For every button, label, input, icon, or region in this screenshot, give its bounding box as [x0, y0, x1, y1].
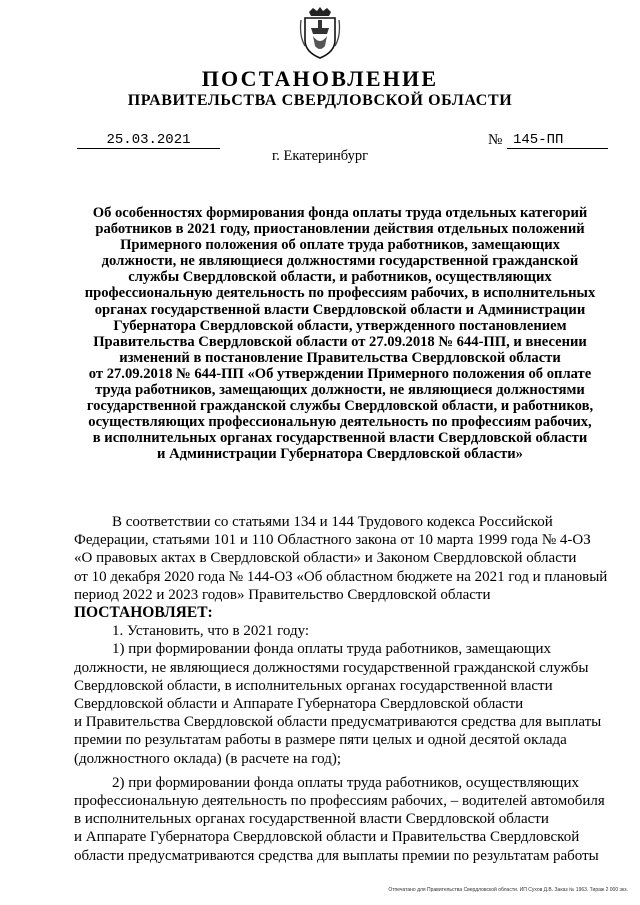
city: г. Екатеринбург — [271, 148, 369, 164]
body-line: (должностного оклада) (в расчете на год); — [74, 750, 341, 767]
body-line: Федерации, статьями 101 и 110 Областного закона от 10 марта 1999 года № 4-ОЗ — [74, 532, 591, 549]
body-line: период 2022 и 2023 годов» Правительство Свердловской области — [74, 586, 491, 603]
heading-line: должности, не являющиеся должностями государственной гражданской — [101, 253, 579, 270]
body-line: в исполнительных органах государственной власти Свердловской области — [74, 811, 549, 828]
heading-line: Об особенностях формирования фонда оплаты труда отдельных категорий — [92, 205, 588, 221]
body-line: от 10 декабря 2020 года № 144-ОЗ «Об областном бюджете на 2021 год и плановый — [74, 568, 608, 585]
decree-word: ПОСТАНОВЛЯЕТ: — [74, 604, 213, 622]
print-footer: Отпечатано для Правительства Свердловской области. ИП Сухов Д.В. Заказ № 1963. Тираж 2 000 экз. — [388, 887, 628, 893]
body-line: 2) при формировании фонда оплаты труда работников, осуществляющих — [112, 774, 580, 791]
body-line: профессиональную деятельность по профессиям рабочих, – водителей автомобиля — [74, 793, 605, 810]
body-line: и Аппарате Губернатора Свердловской области и Правительства Свердловской — [74, 829, 580, 846]
heading-line: профессиональную деятельность по профессиям рабочих, в исполнительных — [84, 285, 596, 302]
decree-heading — [60, 205, 620, 463]
body-line: Свердловской области, в исполнительных органах государственной власти — [74, 677, 553, 694]
heading-line: Правительства Свердловской области от 27.09.2018 № 644-ПП, и внесении — [93, 333, 587, 350]
body-line: и Правительства Свердловской области предусматриваются средства для выплаты — [74, 714, 602, 731]
heading-line: службы Свердловской области, и работников, осуществляющих — [128, 269, 552, 286]
document-subtitle: ПРАВИТЕЛЬСТВА СВЕРДЛОВСКОЙ ОБЛАСТИ — [127, 92, 513, 109]
item-1: 1. Установить, что в 2021 году: — [112, 623, 310, 640]
heading-line: и Администрации Губернатора Свердловской области» — [157, 446, 523, 463]
coat-of-arms-emblem — [299, 6, 341, 60]
document-title: ПОСТАНОВЛЕНИЕ — [201, 66, 439, 91]
decree-date: 25.03.2021 — [77, 132, 220, 149]
body-line: В соответствии со статьями 134 и 144 Трудового кодекса Российской — [112, 514, 553, 530]
heading-line: Губернатора Свердловской области, утвержденного постановлением — [113, 317, 567, 334]
body-line: области предусматриваются средства для выплаты премии по результатам работы — [74, 847, 599, 864]
heading-line: от 27.09.2018 № 644-ПП «Об утверждении Примерного положения об оплате — [88, 365, 592, 382]
heading-line: Примерного положения об оплате труда работников, замещающих — [120, 237, 560, 254]
body-line: должности, не являющиеся должностями государственной гражданской службы — [74, 659, 589, 676]
heading-line: государственной гражданской службы Свердловской области, и работников, — [86, 398, 594, 415]
body-line: Свердловской области и Аппарате Губернатора Свердловской области — [74, 696, 524, 713]
body-line: 1) при формировании фонда оплаты труда работников, замещающих — [112, 641, 552, 658]
decree-number: 145-ПП — [507, 132, 608, 149]
body-line: «О правовых актах в Свердловской области» и Законом Свердловской области — [74, 550, 577, 567]
body-line: премии по результатам работы в размере пяти целых и одной десятой оклада — [74, 732, 567, 749]
number-sign: № — [488, 132, 503, 148]
heading-line: работников в 2021 году, приостановлении действия отдельных положений — [95, 221, 585, 238]
heading-line: изменений в постановление Правительства Свердловской области — [119, 349, 561, 366]
heading-line: осуществляющих профессиональную деятельность по профессиям рабочих, — [88, 414, 592, 431]
heading-line: в исполнительных органах государственной власти Свердловской области — [92, 430, 588, 447]
heading-line: труда работников, замещающих должности, не являющиеся должностями — [95, 382, 585, 399]
decree-body — [74, 513, 612, 865]
heading-line: органах государственной власти Свердловской области и Администрации — [94, 301, 586, 318]
